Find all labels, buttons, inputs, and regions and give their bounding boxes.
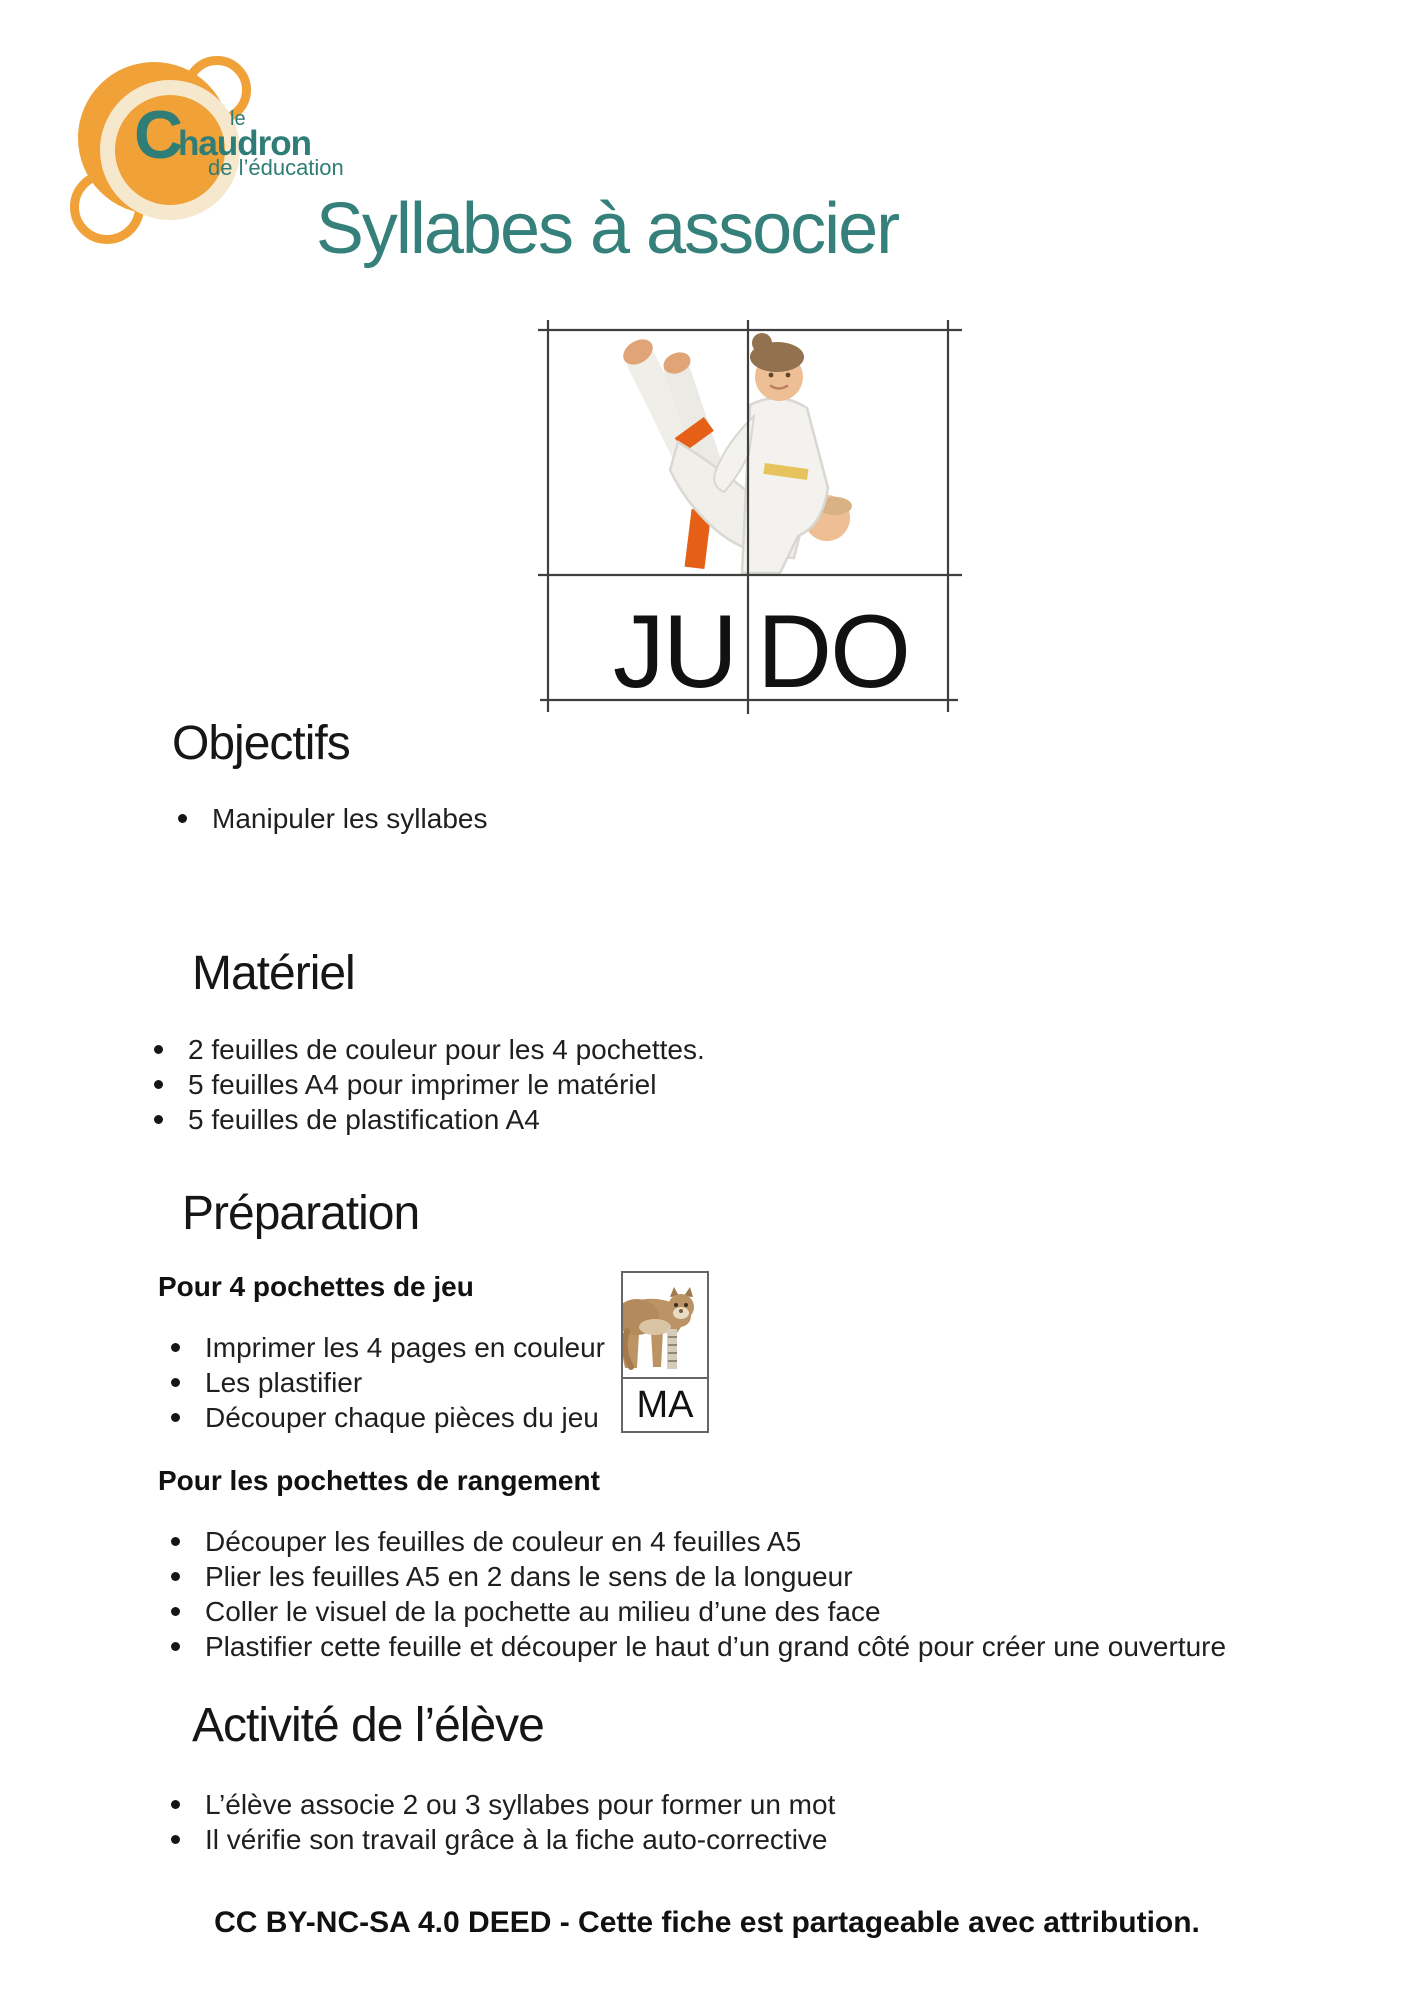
- activite-list: [165, 1787, 835, 1857]
- heading-materiel: Matériel: [192, 947, 355, 1000]
- list-item: L’élève associe 2 ou 3 syllabes pour former un mot: [165, 1787, 835, 1822]
- puma-example-card: [621, 1271, 709, 1433]
- preparation-rangement-list: [165, 1524, 1226, 1664]
- puma-syllable-ma: MA: [636, 1383, 694, 1426]
- list-item: Manipuler les syllabes: [172, 801, 487, 836]
- subheading-pochettes-rangement: Pour les pochettes de rangement: [158, 1465, 600, 1496]
- judo-syllable-ju: JU: [612, 594, 736, 710]
- list-item: Les plastifier: [165, 1365, 605, 1400]
- list-item: Coller le visuel de la pochette au milieu d’une des face: [165, 1594, 1226, 1629]
- objectifs-list: [172, 801, 487, 836]
- list-item: 2 feuilles de couleur pour les 4 pochettes.: [148, 1032, 705, 1067]
- logo-word-le: le: [230, 108, 246, 130]
- materiel-list: [148, 1032, 705, 1137]
- logo-subtitle: de l’éducation: [208, 155, 344, 180]
- list-item: 5 feuilles A4 pour imprimer le matériel: [148, 1067, 705, 1102]
- license-footer: CC BY-NC-SA 4.0 DEED - Cette fiche est partageable avec attribution.: [214, 1906, 1200, 1939]
- list-item: Plier les feuilles A5 en 2 dans le sens de la longueur: [165, 1559, 1226, 1594]
- judo-example-card: [538, 320, 964, 718]
- list-item: Imprimer les 4 pages en couleur: [165, 1330, 605, 1365]
- judo-photo: [538, 320, 964, 718]
- list-item: Il vérifie son travail grâce à la fiche auto-corrective: [165, 1822, 835, 1857]
- page-title: Syllabes à associer: [315, 189, 899, 269]
- logo-word-chaudron: haudron: [178, 124, 311, 163]
- list-item: Découper chaque pièces du jeu: [165, 1400, 605, 1435]
- puma-photo: [623, 1273, 707, 1379]
- subheading-pochettes-jeu: Pour 4 pochettes de jeu: [158, 1271, 474, 1302]
- preparation-jeu-list: [165, 1330, 605, 1435]
- heading-preparation: Préparation: [182, 1187, 420, 1240]
- list-item: Découper les feuilles de couleur en 4 feuilles A5: [165, 1524, 1226, 1559]
- puma-photo-svg: [623, 1273, 707, 1375]
- judo-syllable-do: DO: [757, 594, 909, 710]
- list-item: Plastifier cette feuille et découper le haut d’un grand côté pour créer une ouverture: [165, 1629, 1226, 1664]
- list-item: 5 feuilles de plastification A4: [148, 1102, 705, 1137]
- heading-objectifs: Objectifs: [172, 717, 350, 770]
- logo-initial: C: [134, 97, 184, 173]
- heading-activite: Activité de l’élève: [192, 1699, 544, 1752]
